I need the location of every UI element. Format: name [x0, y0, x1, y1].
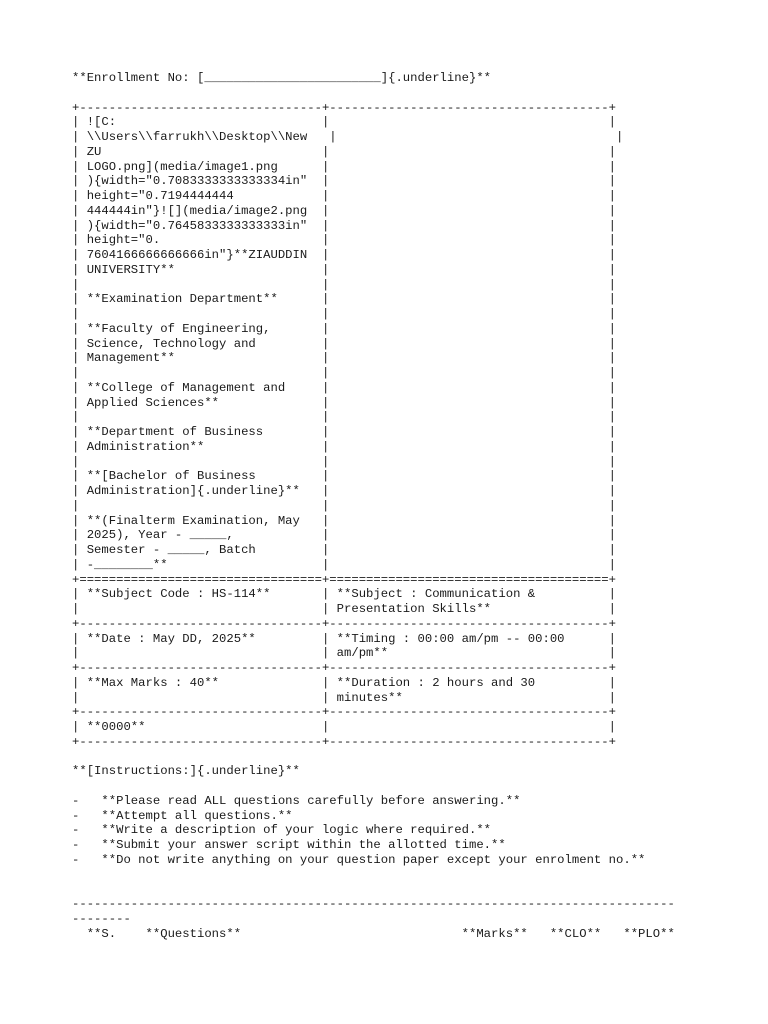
- document-line: +---------------------------------+--------------------------------------+: [72, 616, 616, 631]
- document-line: **S. **Questions** **Marks** **CLO** **PLO**: [72, 926, 675, 941]
- document-line: | | |: [72, 366, 616, 380]
- document-line: | Management** | |: [72, 351, 616, 366]
- document-line: | **0000** | |: [72, 720, 616, 734]
- document-line: | **Date : May DD, 2025** | **Timing : 00:00 am/pm -- 00:00 |: [72, 631, 616, 646]
- document-line: | | am/pm** |: [72, 646, 616, 661]
- document-line: | **College of Management and | |: [72, 380, 616, 395]
- document-line: | ![C: | |: [72, 115, 616, 130]
- document-line: | ZU | |: [72, 144, 616, 159]
- document-line: | 444444in"}![](media/image2.png | |: [72, 203, 616, 218]
- document-line: **[Instructions:]{.underline}**: [72, 764, 300, 779]
- document-line: | **[Bachelor of Business | |: [72, 469, 616, 484]
- document-line: | Administration]{.underline}** | |: [72, 484, 616, 498]
- document-line: | | |: [72, 277, 616, 292]
- document-line: +=================================+======================================+: [72, 572, 616, 587]
- document-body: [72, 71, 675, 941]
- document-line: | | Presentation Skills** |: [72, 602, 616, 616]
- document-line: | \\Users\\farrukh\\Desktop\\New | |: [72, 130, 624, 144]
- document-line: | 2025), Year - _____, | |: [72, 528, 616, 543]
- document-line: | 7604166666666666in"}**ZIAUDDIN | |: [72, 248, 616, 262]
- document-line: +---------------------------------+--------------------------------------+: [72, 734, 616, 749]
- document-line: **Enrollment No: [________________________]{.underline}**: [72, 71, 492, 85]
- document-line: | **Department of Business | |: [72, 425, 616, 439]
- document-line: | | |: [72, 454, 616, 469]
- document-line: +---------------------------------+--------------------------------------+: [72, 661, 616, 675]
- document-line: | **(Finalterm Examination, May | |: [72, 513, 616, 528]
- document-line: | | |: [72, 498, 616, 513]
- document-line: | | |: [72, 307, 616, 321]
- document-line: - **Please read ALL questions carefully before answering.**: [72, 793, 521, 808]
- document-line: | | minutes** |: [72, 690, 616, 705]
- document-line: | Science, Technology and | |: [72, 336, 616, 351]
- document-line: | Applied Sciences** | |: [72, 395, 616, 410]
- document-line: --------: [72, 911, 131, 926]
- document-line: | ){width="0.7645833333333333in" | |: [72, 218, 616, 233]
- document-line: | LOGO.png](media/image1.png | |: [72, 159, 616, 174]
- document-line: | Administration** | |: [72, 439, 616, 454]
- document-line: - **Attempt all questions.**: [72, 808, 293, 823]
- document-line: | height="0.7194444444 | |: [72, 189, 616, 203]
- document-line: - **Write a description of your logic where required.**: [72, 823, 492, 838]
- document-line: | | |: [72, 410, 616, 425]
- document-line: | **Max Marks : 40** | **Duration : 2 hours and 30 |: [72, 675, 616, 690]
- document-line: | height="0. | |: [72, 233, 616, 248]
- document-line: - **Do not write anything on your question paper except your enrolment no.**: [72, 852, 646, 867]
- document-line: | UNIVERSITY** | |: [72, 262, 616, 277]
- document-line: | **Examination Department** | |: [72, 292, 616, 307]
- document-line: ----------------------------------------------------------------------------------: [72, 897, 675, 911]
- document-line: | ){width="0.7083333333333334in" | |: [72, 174, 616, 189]
- document-line: | Semester - _____, Batch | |: [72, 543, 616, 557]
- document-line: +---------------------------------+--------------------------------------+: [72, 100, 616, 115]
- document-line: - **Submit your answer script within the allotted time.**: [72, 838, 506, 852]
- document-line: | **Faculty of Engineering, | |: [72, 321, 616, 336]
- document-line: | -________** | |: [72, 557, 616, 572]
- document-line: | **Subject Code : HS-114** | **Subject : Communication & |: [72, 587, 616, 602]
- document-line: +---------------------------------+--------------------------------------+: [72, 705, 616, 720]
